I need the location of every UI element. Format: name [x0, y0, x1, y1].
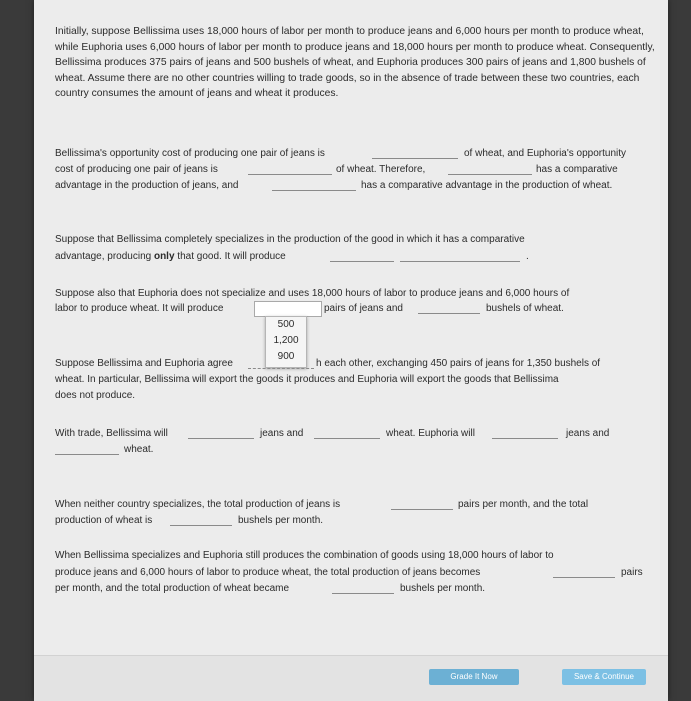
euph-text-4: bushels of wheat.: [486, 303, 564, 314]
with-trade-text-2: jeans and: [260, 428, 304, 439]
total-wheat-blank[interactable]: [170, 513, 232, 526]
neither-text-1: When neither country specializes, the total production of jeans is: [55, 499, 341, 510]
euphoria-jeans-trade-blank[interactable]: [492, 426, 558, 439]
euphoria-jeans-dropdown[interactable]: [254, 301, 322, 317]
opp-text-6: advantage in the production of jeans, and: [55, 180, 239, 191]
dropdown-option[interactable]: 500: [277, 319, 295, 330]
dropdown-option[interactable]: 900: [277, 351, 295, 362]
trade-text-3: does not produce.: [55, 390, 136, 401]
specializes-text-5: bushels per month.: [400, 583, 486, 594]
euph-text-2: labor to produce wheat. It will produce: [55, 303, 224, 314]
euphoria-wheat-blank[interactable]: [418, 301, 480, 314]
comparative-wheat-blank[interactable]: [272, 178, 356, 191]
neither-text-3: production of wheat is: [55, 515, 153, 526]
with-trade-text-4: jeans and: [566, 428, 610, 439]
trade-text-2: wheat. In particular, Bellissima will export the goods it produces and Euphoria will export the goods that Bellissima: [55, 374, 559, 385]
spec-text-2: [55, 250, 286, 264]
trade-text-1b: h each other, exchanging 450 pairs of jeans for 1,350 bushels of: [316, 358, 601, 369]
trade-text-1a: Suppose Bellissima and Euphoria agree: [55, 358, 233, 369]
spec-text-1: Suppose that Bellissima completely specializes in the production of the good in which it has a comparative: [55, 234, 525, 245]
specializes-text-4: per month, and the total production of wheat became: [55, 583, 290, 594]
spec-amount-blank[interactable]: [330, 249, 394, 262]
spec-total-wheat-blank[interactable]: [332, 581, 394, 594]
spec-text-2a: advantage, producing: [55, 251, 154, 262]
neither-text-4: bushels per month.: [238, 515, 324, 526]
spec-total-jeans-blank[interactable]: [553, 565, 615, 578]
specializes-text-1: When Bellissima specializes and Euphoria still produces the combination of goods using 18,000 hours of labor to: [55, 550, 554, 561]
opp-text-2: of wheat, and Euphoria's opportunity: [464, 148, 627, 159]
opp-text-4: of wheat. Therefore,: [336, 164, 426, 175]
intro-paragraph: Initially, suppose Bellissima uses 18,000 hours of labor per month to produce jeans and 6,000 hours per month to produce wheat, while Euphoria uses 6,000 hours of labor per month to produce jeans and 18,000 hours per month to produce wheat. Consequently, Bellissima produces 375 pairs of jeans and 500 bushels of wheat, and Euphoria produces 300 pairs of jeans and 1,800 bushels of wheat. Assume there are no other countries willing to trade goods, so in the absence of trade between these two countries, each country consumes the amount of jeans and wheat it produces.: [55, 26, 655, 100]
total-jeans-blank[interactable]: [391, 497, 453, 510]
save-continue-button[interactable]: Save & Continue: [562, 669, 646, 685]
spec-good-blank[interactable]: [400, 249, 520, 262]
specializes-text-3: pairs: [621, 567, 643, 578]
spec-only: only: [153, 251, 175, 262]
bellissima-wheat-blank[interactable]: [314, 426, 380, 439]
opp-text-7: has a comparative advantage in the production of wheat.: [361, 180, 613, 191]
opp-text-1: Bellissima's opportunity cost of producing one pair of jeans is: [55, 148, 325, 159]
opp-bellissima-blank[interactable]: [372, 146, 458, 159]
trade-agree-blank[interactable]: [248, 356, 314, 369]
dropdown-option[interactable]: 1,200: [273, 335, 299, 346]
spec-text-2c: that good. It will produce: [174, 251, 286, 262]
comparative-jeans-blank[interactable]: [448, 162, 532, 175]
with-trade-text-3: wheat. Euphoria will: [386, 428, 475, 439]
opp-text-5: has a comparative: [536, 164, 618, 175]
with-trade-text-5: wheat.: [124, 444, 154, 455]
euph-text-3: pairs of jeans and: [324, 303, 403, 314]
spec-period: .: [526, 251, 529, 262]
grade-it-now-button[interactable]: Grade It Now: [429, 669, 519, 685]
specializes-text-2: produce jeans and 6,000 hours of labor to produce wheat, the total production of jeans becomes: [55, 567, 481, 578]
euphoria-wheat-trade-blank[interactable]: [55, 442, 119, 455]
euph-text-1: Suppose also that Euphoria does not specialize and uses 18,000 hours of labor to produce jeans and 6,000 hours of: [55, 288, 570, 299]
opp-text-3: cost of producing one pair of jeans is: [55, 164, 218, 175]
neither-text-2: pairs per month, and the total: [458, 499, 589, 510]
bellissima-jeans-blank[interactable]: [188, 426, 254, 439]
with-trade-text-1: With trade, Bellissima will: [55, 428, 168, 439]
opp-euphoria-blank[interactable]: [248, 162, 332, 175]
